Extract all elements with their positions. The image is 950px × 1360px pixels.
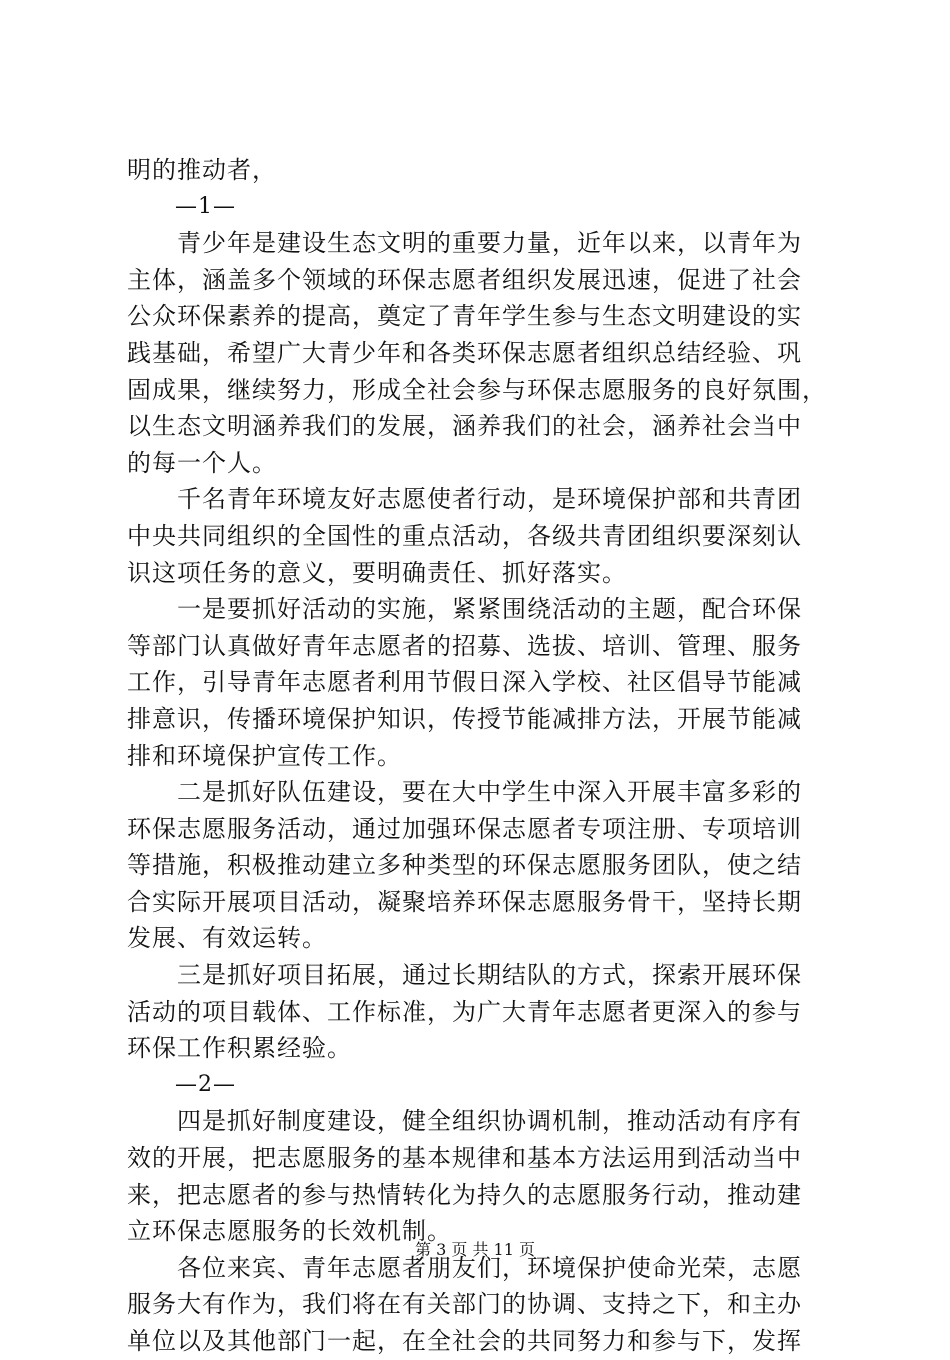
- text-line: 公众环保素养的提高，奠定了青年学生参与生态文明建设的实: [127, 302, 802, 331]
- text-line: 环保志愿服务活动，通过加强环保志愿者专项注册、专项培训: [127, 814, 802, 843]
- document-body: [127, 152, 839, 1360]
- text-line: 四是抓好制度建设，健全组织协调机制，推动活动有序有: [127, 1107, 802, 1136]
- text-line: 识这项任务的意义，要明确责任、抓好落实。: [127, 558, 627, 587]
- text-line: 排意识，传播环境保护知识，传授节能减排方法，开展节能减: [127, 704, 802, 733]
- text-line: 以生态文明涵养我们的发展，涵养我们的社会，涵养社会当中: [127, 412, 802, 441]
- text-line: 环保工作积累经验。: [127, 1034, 352, 1063]
- text-line: 排和环境保护宣传工作。: [127, 741, 402, 770]
- text-line: 活动的项目载体、工作标准，为广大青年志愿者更深入的参与: [127, 997, 802, 1026]
- text-line: 践基础，希望广大青少年和各类环保志愿者组织总结经验、巩: [127, 338, 802, 367]
- text-line: 二是抓好队伍建设，要在大中学生中深入开展丰富多彩的: [127, 778, 802, 807]
- text-line: 千名青年环境友好志愿使者行动，是环境保护部和共青团: [127, 485, 802, 514]
- text-line: 等措施，积极推动建立多种类型的环保志愿服务团队，使之结: [127, 851, 802, 880]
- text-line: 发展、有效运转。: [127, 924, 327, 953]
- text-line: 的每一个人。: [127, 448, 277, 477]
- page-footer: 第 3 页 共 11 页: [415, 1240, 535, 1259]
- text-line: 服务大有作为，我们将在有关部门的协调、支持之下，和主办: [127, 1290, 802, 1319]
- text-line: 合实际开展项目活动，凝聚培养环保志愿服务骨干，坚持长期: [127, 887, 802, 916]
- text-line: 固成果，继续努力，形成全社会参与环保志愿服务的良好氛围，: [127, 375, 827, 404]
- text-line: 一是要抓好活动的实施，紧紧围绕活动的主题，配合环保: [127, 595, 802, 624]
- page-marker: —2—: [175, 1071, 236, 1097]
- text-line: 主体，涵盖多个领域的环保志愿者组织发展迅速，促进了社会: [127, 265, 802, 294]
- text-line: 等部门认真做好青年志愿者的招募、选拔、培训、管理、服务: [127, 631, 802, 660]
- text-line: 三是抓好项目拓展，通过长期结队的方式，探索开展环保: [127, 961, 802, 990]
- text-line: 效的开展，把志愿服务的基本规律和基本方法运用到活动当中: [127, 1144, 802, 1173]
- text-line: 工作，引导青年志愿者利用节假日深入学校、社区倡导节能减: [127, 668, 802, 697]
- text-line: 单位以及其他部门一起，在全社会的共同努力和参与下，发挥: [127, 1327, 802, 1355]
- text-line: 各位来宾、青年志愿者朋友们，环境保护使命光荣，志愿: [127, 1253, 802, 1282]
- text-line: 明的推动者，: [127, 156, 277, 184]
- text-line: 青少年是建设生态文明的重要力量，近年以来，以青年为: [127, 229, 802, 258]
- text-line: 来，把志愿者的参与热情转化为持久的志愿服务行动，推动建: [127, 1180, 802, 1209]
- page-marker: —1—: [175, 193, 236, 219]
- text-line: 立环保志愿服务的长效机制。: [127, 1217, 452, 1246]
- text-line: 中央共同组织的全国性的重点活动，各级共青团组织要深刻认: [127, 521, 802, 550]
